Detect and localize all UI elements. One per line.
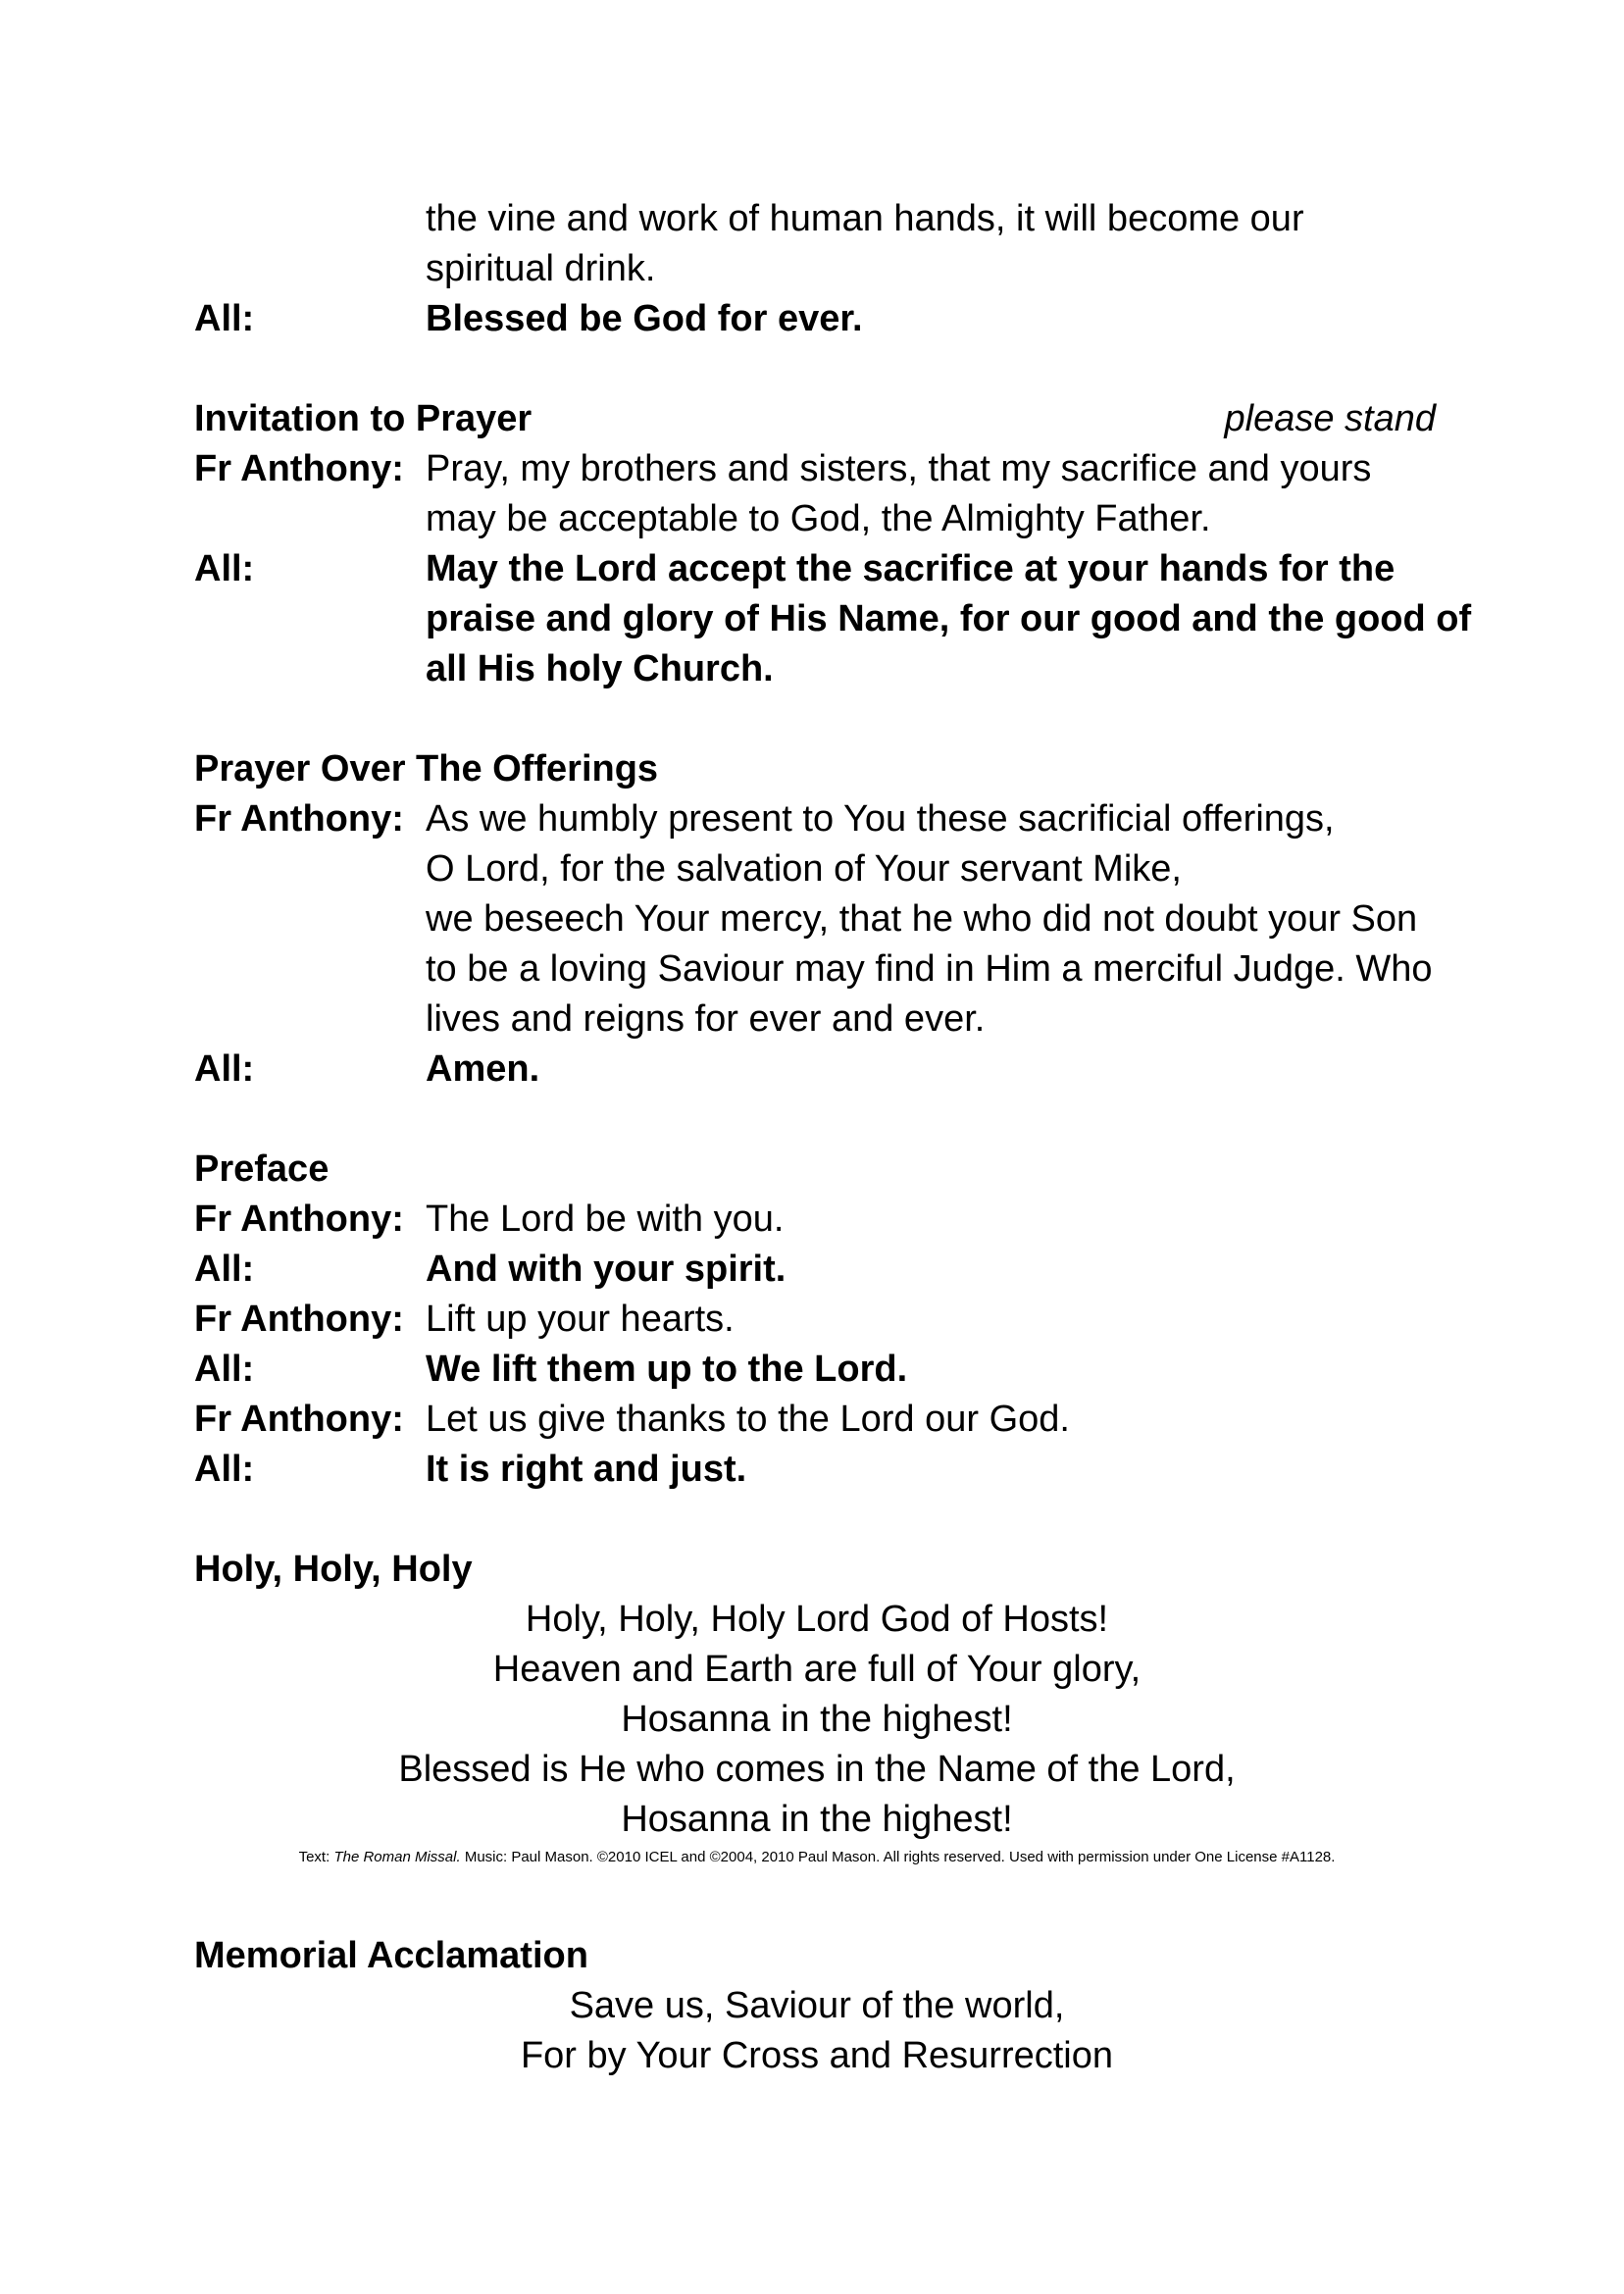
preface-speaker: Fr Anthony: — [194, 1399, 404, 1440]
preface-heading: Preface — [194, 1148, 330, 1190]
offerings-priest-line: we beseech Your mercy, that he who did not doubt your Son — [426, 898, 1418, 940]
sanctus-line: Blessed is He who comes in the Name of the Lord, — [398, 1749, 1236, 1790]
preface-line: The Lord be with you. — [426, 1198, 785, 1240]
preface-speaker: All: — [194, 1349, 255, 1390]
posture-note: please stand — [1224, 398, 1436, 439]
preface-speaker: All: — [194, 1449, 255, 1490]
response-text: Blessed be God for ever. — [426, 298, 863, 339]
sanctus-heading: Holy, Holy, Holy — [194, 1549, 473, 1590]
offerings-heading: Prayer Over The Offerings — [194, 748, 659, 790]
offerings-priest-line: O Lord, for the salvation of Your servant Mike, — [426, 848, 1182, 890]
credit-prefix: Text: — [298, 1849, 334, 1865]
invitation-priest-label: Fr Anthony: — [194, 448, 404, 489]
invitation-all-line: May the Lord accept the sacrifice at your hands for the — [426, 548, 1396, 589]
memorial-line: For by Your Cross and Resurrection — [520, 2035, 1114, 2076]
preface-line: Let us give thanks to the Lord our God. — [426, 1399, 1070, 1440]
continuation-line-1: the vine and work of human hands, it will become our — [426, 198, 1304, 239]
preface-speaker: All: — [194, 1249, 255, 1290]
sanctus-line: Hosanna in the highest! — [621, 1699, 1013, 1740]
invitation-priest-line: Pray, my brothers and sisters, that my sacrifice and yours — [426, 448, 1372, 489]
credit-rest: Music: Paul Mason. ©2010 ICEL and ©2004, 2010 Paul Mason. All rights reserved. Used with permission under One License #A1128. — [460, 1849, 1336, 1865]
preface-line: We lift them up to the Lord. — [426, 1349, 908, 1390]
invitation-all-line: praise and glory of His Name, for our good and the good of — [426, 598, 1472, 639]
continuation-line-2: spiritual drink. — [426, 248, 656, 289]
credit-title: The Roman Missal. — [333, 1849, 461, 1865]
preface-line: And with your spirit. — [426, 1249, 787, 1290]
sanctus-line: Heaven and Earth are full of Your glory, — [492, 1649, 1142, 1690]
memorial-heading: Memorial Acclamation — [194, 1935, 588, 1976]
offerings-priest-label: Fr Anthony: — [194, 798, 404, 840]
preface-line: It is right and just. — [426, 1449, 747, 1490]
memorial-line: Save us, Saviour of the world, — [569, 1985, 1065, 2026]
offerings-priest-line: to be a loving Saviour may find in Him a merciful Judge. Who — [426, 948, 1433, 990]
offerings-priest-line: As we humbly present to You these sacrificial offerings, — [426, 798, 1335, 840]
invitation-all-line: all His holy Church. — [426, 648, 774, 689]
preface-speaker: Fr Anthony: — [194, 1299, 404, 1340]
offerings-all-response: Amen. — [426, 1048, 540, 1090]
invitation-heading: Invitation to Prayer — [194, 398, 533, 439]
sanctus-line: Hosanna in the highest! — [621, 1799, 1013, 1840]
invitation-all-label: All: — [194, 548, 255, 589]
preface-line: Lift up your hearts. — [426, 1299, 735, 1340]
copyright-credit — [194, 1848, 1440, 1867]
preface-speaker: Fr Anthony: — [194, 1198, 404, 1240]
offerings-all-label: All: — [194, 1048, 255, 1090]
response-label: All: — [194, 298, 255, 339]
invitation-priest-line: may be acceptable to God, the Almighty Father. — [426, 498, 1211, 539]
sanctus-line: Holy, Holy, Holy Lord God of Hosts! — [525, 1599, 1109, 1640]
offerings-priest-line: lives and reigns for ever and ever. — [426, 998, 986, 1040]
